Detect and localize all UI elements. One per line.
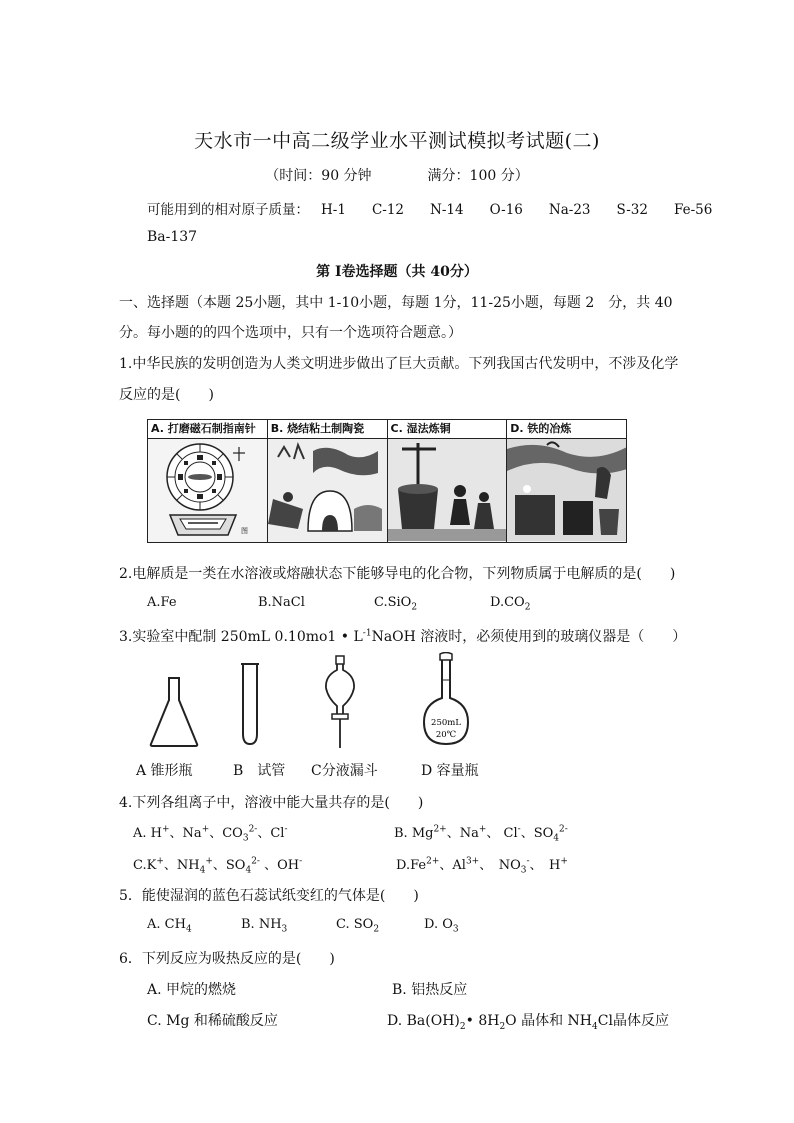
atomic-mass-ba: Ba-137 (147, 229, 198, 245)
exam-subtitle (0, 165, 794, 185)
iron-smelting-illustration (507, 439, 626, 541)
atomic-mass-o: O-16 (489, 202, 523, 218)
atomic-mass-na: Na-23 (548, 202, 591, 218)
q5-option-c-text: C. SO (336, 917, 374, 932)
q6-option-d (387, 1010, 669, 1032)
conical-flask-icon (148, 676, 200, 748)
q6-d-pre: D. Ba(OH) (387, 1013, 460, 1029)
atomic-mass-label: 可能用到的相对原子质量： (147, 202, 309, 218)
q1-stem-line2: 反应的是( ) (119, 387, 214, 403)
q2-option-c (374, 595, 417, 613)
q4-option-a: A. H+、Na+、$CO_3^{2-}$、Cl- (133, 824, 288, 844)
q5-stem: 5．能使湿润的蓝色石蕊试纸变红的气体是( ) (119, 888, 419, 904)
q5-option-a (147, 917, 192, 935)
atomic-mass-h: H-1 (321, 202, 346, 218)
q4-option-c: C.K+、$NH_4^+$、$SO_4^{2-}$ 、OH- (133, 856, 303, 876)
q5-option-b (241, 917, 287, 935)
kiln-illustration (268, 439, 388, 541)
compass-illustration (148, 439, 268, 541)
q5-option-b-text: B. NH (241, 917, 282, 932)
section1-instructions-1: 一、选择题（本题 25小题，其中 1-10小题，每题 1分，11-25小题，每题 2 分，共 40 (119, 295, 673, 311)
q6-d-mid: • 8H (465, 1013, 500, 1029)
q5-option-a-sub: 4 (185, 924, 192, 935)
q5-option-d (424, 917, 459, 935)
q1-panel-b (268, 420, 388, 542)
atomic-mass-line (147, 198, 712, 218)
exam-score: 满分：100 分） (427, 168, 529, 184)
q3-stem-pre: 3.实验室中配制 250mL 0.10mo1 • L (119, 629, 363, 645)
q1-panel-c-label: C. 湿法炼铜 (388, 420, 507, 439)
q3-stem-sup: -1 (362, 628, 372, 639)
q6-d-sub3: 4 (592, 1021, 598, 1032)
q5-option-c-sub: 2 (373, 924, 380, 935)
compass-caption: 图 (241, 527, 248, 535)
q5-option-d-sub: 3 (452, 924, 459, 935)
q1-panel-b-label: B. 烧结粘土制陶瓷 (268, 420, 387, 439)
q6-option-c: C. Mg 和稀硫酸反应 (147, 1013, 278, 1029)
q3-stem (119, 626, 686, 646)
q6-option-b: B. 铝热反应 (392, 982, 468, 998)
q2-option-c-sub: 2 (411, 602, 418, 613)
part1-title: 第 I卷选择题（共 40分） (316, 264, 478, 280)
q1-figure-strip (147, 419, 627, 543)
q4-stem: 4.下列各组离子中，溶液中能大量共存的是( ) (119, 795, 424, 811)
q1-stem-line1: 1.中华民族的发明创造为人类文明进步做出了巨大贡献。下列我国古代发明中，不涉及化学 (119, 356, 679, 372)
exam-title: 天水市一中高二级学业水平测试模拟考试题(二) (194, 130, 600, 152)
q2-option-d-text: D.CO (490, 595, 525, 610)
q6-option-a: A. 甲烷的燃烧 (147, 982, 237, 998)
q2-option-b: B.NaCl (258, 595, 305, 610)
section1-instructions-2: 分。每小题的的四个选项中，只有一个选项符合题意。） (119, 325, 462, 341)
exam-time: （时间：90 分钟 (265, 168, 372, 184)
separatory-funnel-icon (320, 654, 360, 750)
test-tube-icon (238, 662, 262, 746)
volumetric-flask-temp: 20℃ (435, 730, 457, 740)
atomic-mass-c: C-12 (371, 202, 405, 218)
q4-option-d: $D.Fe^{2+}$、$Al^{3+}$、 $NO_3^-$、 H+ (396, 856, 568, 876)
atomic-mass-n: N-14 (430, 202, 464, 218)
q3-stem-post: NaOH 溶液时，必须使用到的玻璃仪器是（ ） (371, 629, 687, 645)
q5-option-b-sub: 3 (281, 924, 288, 935)
q1-panel-a (148, 420, 268, 542)
q6-d-sub1: 2 (459, 1021, 466, 1032)
volumetric-flask-volume: 250mL (431, 718, 461, 728)
q6-d-post: Cl晶体反应 (597, 1013, 669, 1029)
q6-stem: 6．下列反应为吸热反应的是( ) (119, 951, 335, 967)
q1-panel-d-label: D. 铁的冶炼 (507, 420, 626, 439)
q5-option-a-text: A. CH (147, 917, 186, 932)
q3-label-d: D 容量瓶 (421, 763, 479, 779)
q5-option-d-text: D. O (424, 917, 453, 932)
q2-option-d (490, 595, 530, 613)
q6-d-mid2: O 晶体和 NH (505, 1013, 593, 1029)
copper-smelting-illustration (388, 439, 508, 541)
volumetric-flask-icon (420, 652, 472, 748)
q6-d-sub2: 2 (499, 1021, 506, 1032)
q3-label-a: A 锥形瓶 (136, 763, 193, 779)
q4-option-b: B. $Mg^{2+}$、Na+、 Cl-、$SO_4^{2-}$ (394, 824, 568, 844)
q2-stem: 2.电解质是一类在水溶液或熔融状态下能够导电的化合物，下列物质属于电解质的是( ) (119, 566, 676, 582)
q2-option-d-sub: 2 (524, 602, 531, 613)
q1-panel-d (507, 420, 626, 542)
q1-panel-a-label: A. 打磨磁石制指南针 (148, 420, 267, 439)
atomic-mass-s: S-32 (616, 202, 648, 218)
q5-option-c (336, 917, 379, 935)
q1-panel-c (388, 420, 508, 542)
atomic-mass-fe: Fe-56 (673, 202, 713, 218)
q2-option-c-text: C.SiO (374, 595, 412, 610)
q2-option-a: A.Fe (147, 595, 177, 610)
q3-label-c: C分液漏斗 (311, 763, 378, 779)
q3-label-b: B 试管 (233, 763, 286, 779)
